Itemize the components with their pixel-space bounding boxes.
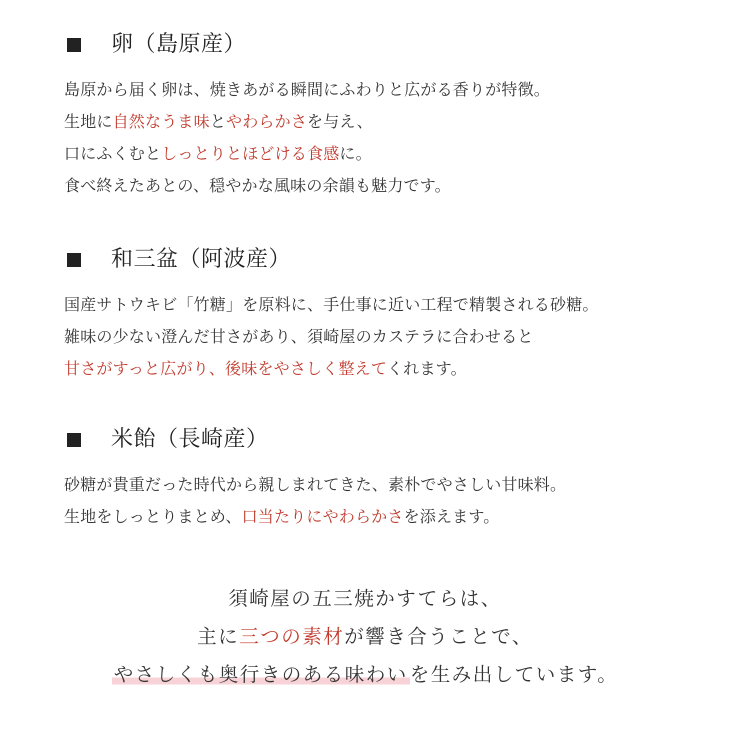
body-line — [64, 289, 710, 321]
body-text: 生地に — [64, 112, 113, 131]
section-heading — [64, 245, 710, 275]
emphasis-text: 甘さがすっと広がり、後味をやさしく整えて — [64, 359, 388, 378]
body-text: と — [209, 112, 227, 131]
body-text: くれます。 — [387, 359, 467, 378]
section-heading — [64, 30, 710, 60]
section-egg — [64, 30, 710, 202]
body-text: に。 — [339, 144, 372, 163]
body-text: 雑味の少ない澄んだ甘さがあり、須崎屋のカステラに合わせると — [64, 327, 534, 346]
square-bullet-icon — [67, 253, 81, 267]
body-line — [64, 501, 710, 533]
body-text: 口にふくむと — [64, 144, 162, 163]
closing-line-1: 須崎屋の五三焼かすてらは、 — [228, 587, 502, 610]
body-line — [64, 74, 710, 106]
body-text: を添えます。 — [403, 507, 500, 526]
body-line — [64, 469, 710, 501]
body-line — [64, 106, 710, 138]
section-wasanbon — [64, 245, 710, 385]
square-bullet-icon — [67, 38, 81, 52]
emphasis-text: 三つの素材 — [239, 625, 345, 648]
highlighted-phrase: やさしくも奥行きのある味わい — [113, 663, 408, 686]
emphasis-text: 自然なうま味 — [112, 112, 210, 131]
body-line — [64, 321, 710, 353]
body-text: 島原から届く卵は、焼きあがる瞬間にふわりと広がる香りが特徴。 — [64, 80, 551, 99]
section-heading-text: 卵（島原産） — [111, 32, 247, 57]
body-line — [64, 138, 710, 170]
emphasis-text: 口当たりにやわらかさ — [241, 507, 404, 526]
closing-line-3-rest: を生み出しています。 — [409, 663, 619, 686]
square-bullet-icon — [67, 433, 81, 447]
body-text: 国産サトウキビ「竹糖」を原料に、手仕事に近い工程で精製される砂糖。 — [64, 295, 599, 314]
body-text: 砂糖が貴重だった時代から親しまれてきた、素朴でやさしい甘味料。 — [64, 475, 567, 494]
section-rice-syrup — [64, 425, 710, 533]
section-body — [64, 74, 710, 202]
body-text: 食べ終えたあとの、穏やかな風味の余韻も魅力です。 — [64, 176, 451, 195]
closing-statement — [0, 580, 730, 694]
body-text: 主に — [197, 625, 240, 648]
emphasis-text: やわらかさ — [226, 112, 308, 131]
emphasis-text: しっとりとほどける食感 — [161, 144, 340, 163]
section-body — [64, 469, 710, 533]
body-text: 生地をしっとりまとめ、 — [64, 507, 242, 526]
section-heading-text: 和三盆（阿波産） — [111, 247, 292, 272]
section-body — [64, 289, 710, 385]
closing-line-2 — [0, 618, 730, 656]
body-line — [64, 170, 710, 202]
body-text: を与え、 — [307, 112, 373, 131]
section-heading — [64, 425, 710, 455]
section-heading-text: 米飴（長崎産） — [111, 427, 269, 452]
body-text: が響き合うことで、 — [344, 625, 533, 648]
body-line — [64, 353, 710, 385]
closing-line-3 — [0, 656, 730, 694]
